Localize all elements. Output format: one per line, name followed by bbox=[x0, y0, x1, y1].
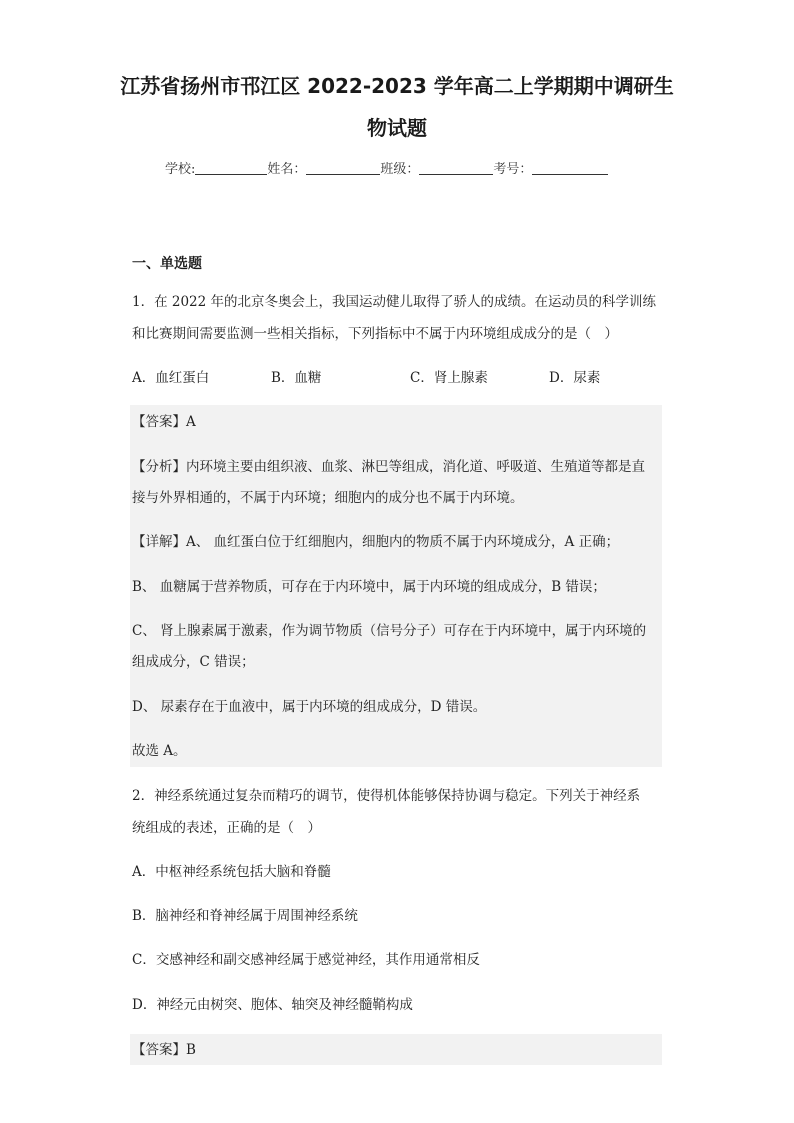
q1-answer: 【答案】A bbox=[132, 414, 196, 430]
document-title-line2: 物试题 bbox=[367, 116, 427, 140]
q2-answer: 【答案】B bbox=[132, 1042, 196, 1058]
q1-analysis-line1: 【分析】内环境主要由组织液、血浆、淋巴等组成，消化道、呼吸道、生殖道等都是直 bbox=[132, 459, 645, 475]
q1-detail-d: D、 尿素存在于血液中，属于内环境的组成成分，D 错误。 bbox=[132, 699, 487, 715]
document-title-line1: 江苏省扬州市邗江区 2022-2023 学年高二上学期期中调研生 bbox=[120, 74, 674, 98]
q1-option-c: C．肾上腺素 bbox=[410, 370, 488, 386]
q1-option-b: B．血糖 bbox=[271, 370, 322, 386]
section-heading: 一、单选题 bbox=[132, 256, 202, 272]
q1-detail-a: 【详解】A、 血红蛋白位于红细胞内，细胞内的物质不属于内环境成分，A 正确； bbox=[132, 534, 620, 550]
school-blank[interactable] bbox=[195, 160, 267, 175]
q1-detail-b: B、 血糖属于营养物质，可存在于内环境中，属于内环境的组成成分，B 错误； bbox=[132, 579, 606, 595]
q2-option-d: D．神经元由树突、胞体、轴突及神经髓鞘构成 bbox=[132, 997, 413, 1013]
q1-option-a: A．血红蛋白 bbox=[132, 370, 210, 386]
number-label: 考号： bbox=[493, 162, 533, 177]
q1-stem-line1: 1．在 2022 年的北京冬奥会上，我国运动健儿取得了骄人的成绩。在运动员的科学训练 bbox=[132, 294, 657, 310]
q1-options bbox=[132, 368, 662, 388]
q1-stem-line2: 和比赛期间需要监测一些相关指标，下列指标中不属于内环境组成成分的是（ ） bbox=[132, 326, 618, 342]
q1-detail-c-line2: 组成成分，C 错误； bbox=[132, 654, 255, 670]
student-info-line bbox=[165, 158, 645, 177]
class-label: 班级： bbox=[380, 162, 420, 177]
school-label: 学校: bbox=[165, 162, 196, 177]
class-blank[interactable] bbox=[419, 160, 493, 175]
q2-stem-line1: 2．神经系统通过复杂而精巧的调节，使得机体能够保持协调与稳定。下列关于神经系 bbox=[132, 788, 641, 804]
q1-detail-c-line1: C、 肾上腺素属于激素，作为调节物质（信号分子）可存在于内环境中，属于内环境的 bbox=[132, 623, 647, 639]
name-label: 姓名： bbox=[267, 162, 307, 177]
number-blank[interactable] bbox=[532, 160, 608, 175]
q2-option-a: A．中枢神经系统包括大脑和脊髓 bbox=[132, 864, 331, 880]
q2-option-c: C．交感神经和副交感神经属于感觉神经，其作用通常相反 bbox=[132, 952, 480, 968]
q1-analysis-line2: 接与外界相通的，不属于内环境；细胞内的成分也不属于内环境。 bbox=[132, 490, 524, 506]
q1-conclusion: 故选 A。 bbox=[132, 743, 187, 759]
q2-option-b: B．脑神经和脊神经属于周围神经系统 bbox=[132, 908, 358, 924]
q1-option-d: D．尿素 bbox=[549, 370, 601, 386]
name-blank[interactable] bbox=[306, 160, 380, 175]
q2-stem-line2: 统组成的表述，正确的是（ ） bbox=[132, 820, 321, 836]
